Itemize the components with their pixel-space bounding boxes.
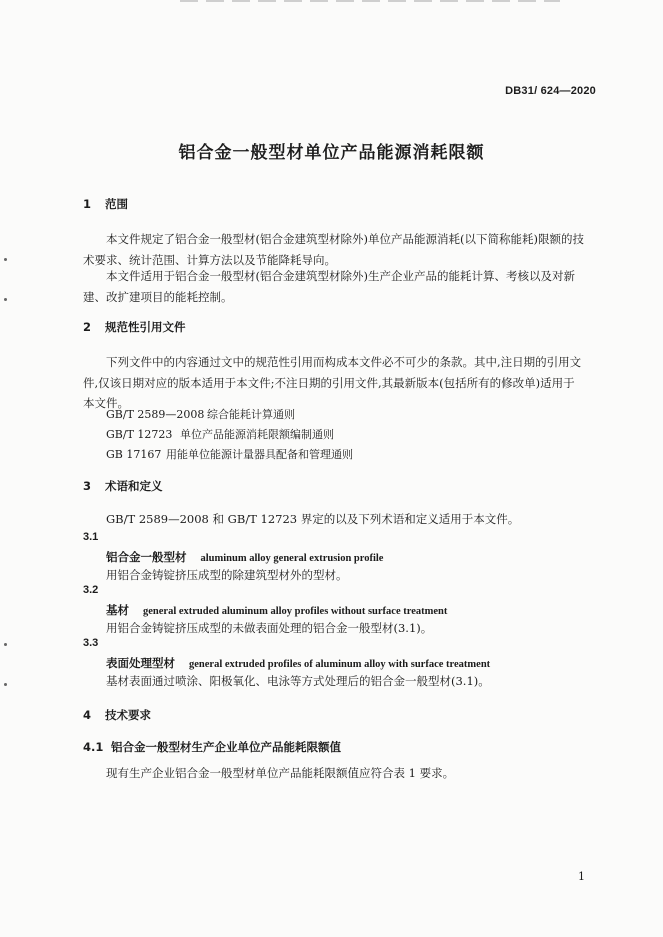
section-number: 2 <box>83 320 92 334</box>
subsection-4-1-heading <box>83 739 341 755</box>
text-line: 本文件规定了铝合金一般型材(铝合金建筑型材除外)单位产品能源消耗(以下简称能耗)限额的技 <box>106 232 584 246</box>
term-number: 3.1 <box>83 531 99 543</box>
term-definition: 基材表面通过喷涂、阳极氧化、电泳等方式处理后的铝合金一般型材(3.1)。 <box>106 674 490 688</box>
normative-reference <box>106 406 295 422</box>
term-number: 3.2 <box>83 584 99 596</box>
term-english: general extruded aluminum alloy profiles without surface treatment <box>143 606 448 617</box>
document-title: 铝合金一般型材单位产品能源消耗限额 <box>178 143 485 163</box>
normative-reference <box>106 446 353 462</box>
term-definition: 用铝合金铸锭挤压成型的未做表面处理的铝合金一般型材(3.1)。 <box>106 621 433 635</box>
reference-title: 综合能耗计算通则 <box>207 408 295 421</box>
section-2-paragraph <box>83 352 597 414</box>
term-number: 3.3 <box>83 637 99 649</box>
scan-margin-mark <box>4 643 7 646</box>
subsection-number: 4.1 <box>83 740 104 754</box>
scan-top-border <box>180 0 560 2</box>
term-entry <box>106 602 447 618</box>
reference-title: 单位产品能源消耗限额编制通则 <box>180 428 334 441</box>
text-line: 件,仅该日期对应的版本适用于本文件;不注日期的引用文件,其最新版本(包括所有的修改单)适用于 <box>83 375 575 390</box>
term-english: aluminum alloy general extrusion profile <box>200 553 384 564</box>
reference-code: GB/T 12723 <box>106 428 173 441</box>
term-entry <box>106 549 383 565</box>
term-chinese: 表面处理型材 <box>106 656 175 670</box>
text-line: 本文件适用于铝合金一般型材(铝合金建筑型材除外)生产企业产品的能耗计算、考核以及对新 <box>106 269 575 283</box>
section-title: 术语和定义 <box>105 479 163 493</box>
reference-code: GB/T 2589—2008 <box>106 408 205 421</box>
page-number: 1 <box>578 870 585 883</box>
section-1-paragraph-1 <box>83 229 597 270</box>
normative-reference <box>106 426 334 442</box>
section-3-heading <box>83 478 163 494</box>
text-line: 术要求、统计范围、计算方法以及节能降耗导向。 <box>83 252 336 267</box>
reference-title: 用能单位能源计量器具配备和管理通则 <box>166 448 353 461</box>
scan-margin-mark <box>4 683 7 686</box>
section-number: 3 <box>83 479 92 493</box>
subsection-title: 铝合金一般型材生产企业单位产品能耗限额值 <box>111 740 341 754</box>
section-title: 规范性引用文件 <box>105 320 186 334</box>
section-3-intro: GB/T 2589—2008 和 GB/T 12723 界定的以及下列术语和定义适用于本文件。 <box>106 512 520 526</box>
section-title: 范围 <box>105 197 128 211</box>
document-code: DB31/ 624—2020 <box>505 85 596 97</box>
scan-margin-mark <box>4 258 7 261</box>
section-1-heading <box>83 196 128 212</box>
section-2-heading <box>83 319 186 335</box>
section-4-heading <box>83 707 151 723</box>
term-english: general extruded profiles of aluminum alloy with surface treatment <box>189 659 491 670</box>
reference-code: GB 17167 <box>106 448 162 461</box>
section-number: 4 <box>83 708 92 722</box>
text-line: 建、改扩建项目的能耗控制。 <box>83 289 233 304</box>
text-line: 本文件。 <box>83 396 129 410</box>
term-entry <box>106 655 490 671</box>
section-title: 技术要求 <box>105 708 151 722</box>
term-chinese: 基材 <box>106 603 129 617</box>
term-chinese: 铝合金一般型材 <box>106 550 187 564</box>
subsection-4-1-text: 现有生产企业铝合金一般型材单位产品能耗限额值应符合表 1 要求。 <box>106 766 455 780</box>
text-line: 下列文件中的内容通过文中的规范性引用而构成本文件必不可少的条款。其中,注日期的引用文 <box>106 355 582 369</box>
scan-margin-mark <box>4 298 7 301</box>
term-definition: 用铝合金铸锭挤压成型的除建筑型材外的型材。 <box>106 568 348 582</box>
section-1-paragraph-2 <box>83 266 597 307</box>
section-number: 1 <box>83 197 92 211</box>
